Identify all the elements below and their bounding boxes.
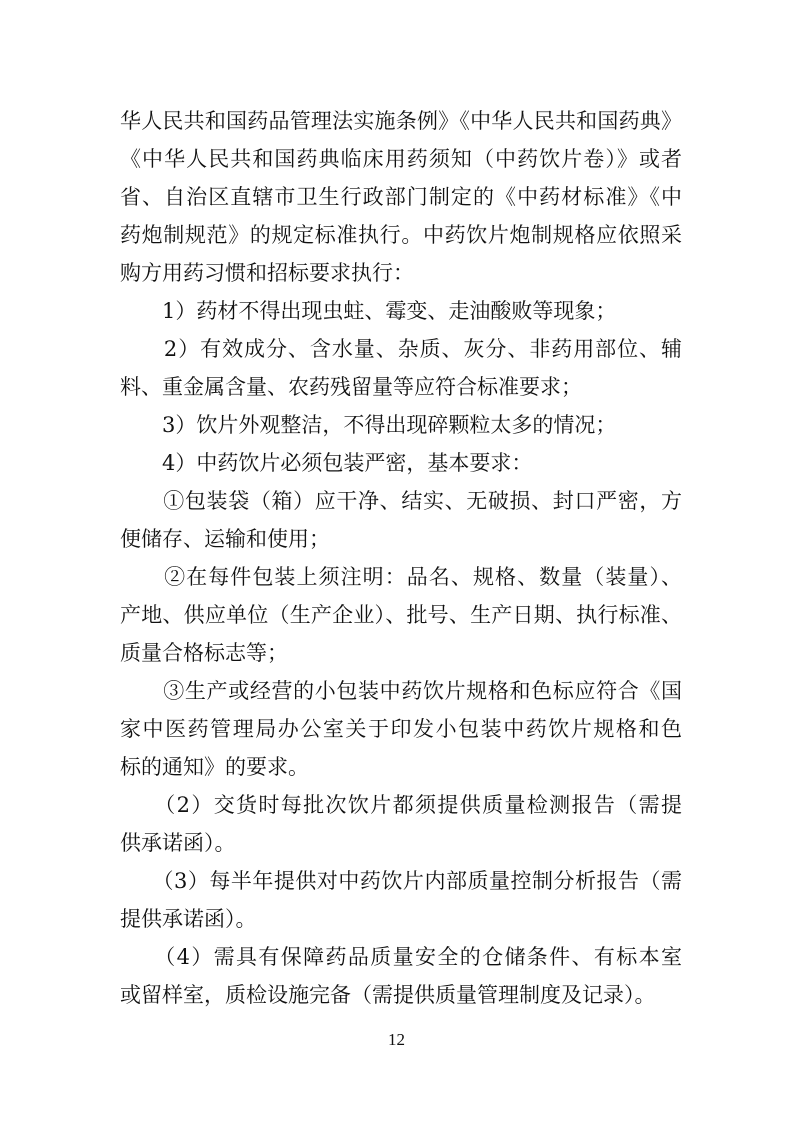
list-item: 3）饮片外观整洁，不得出现碎颗粒太多的情况； (120, 413, 617, 437)
text-line: 华人民共和国药品管理法实施条例》《中华人民共和国药典》 (120, 109, 682, 133)
text-line: 《中华人民共和国药典临床用药须知（中药饮片卷）》或者 (120, 147, 682, 171)
page-number: 12 (388, 1030, 405, 1049)
text-line: 提供承诺函）。 (120, 907, 257, 931)
text-line: 料、重金属含量、农药残留量等应符合标准要求； (120, 375, 582, 399)
list-item: （4）需具有保障药品质量安全的仓储条件、有标本室 (120, 945, 682, 969)
list-item: ①包装袋（箱）应干净、结实、无破损、封口严密，方 (120, 489, 682, 513)
list-item: 1）药材不得出现虫蛀、霉变、走油酸败等现象； (120, 299, 617, 323)
text-line: 购方用药习惯和招标要求执行： (120, 261, 414, 285)
text-line: 质量合格标志等； (120, 641, 288, 665)
list-item: （3）每半年提供对中药饮片内部质量控制分析报告（需 (120, 869, 682, 893)
text-line: 家中医药管理局办公室关于印发小包装中药饮片规格和色 (120, 717, 682, 741)
document-body (120, 102, 682, 1014)
text-line: 或留样室，质检设施完备（需提供质量管理制度及记录）。 (120, 983, 656, 1007)
text-line: 供承诺函）。 (120, 831, 236, 855)
list-item: ③生产或经营的小包装中药饮片规格和色标应符合《国 (120, 679, 682, 703)
text-line: 产地、供应单位（生产企业）、批号、生产日期、执行标准、 (120, 603, 682, 627)
list-item: （2）交货时每批次饮片都须提供质量检测报告（需提 (120, 793, 682, 817)
list-item: 2）有效成分、含水量、杂质、灰分、非药用部位、辅 (120, 337, 682, 361)
list-item: 4）中药饮片必须包装严密，基本要求： (120, 451, 533, 475)
list-item: ②在每件包装上须注明：品名、规格、数量（装量）、 (120, 565, 682, 589)
text-line: 便储存、运输和使用； (120, 527, 330, 551)
text-line: 省、自治区直辖市卫生行政部门制定的《中药材标准》《中 (120, 185, 682, 209)
text-line: 药炮制规范》的规定标准执行。中药饮片炮制规格应依照采 (120, 223, 682, 247)
text-line: 标的通知》的要求。 (120, 755, 309, 779)
